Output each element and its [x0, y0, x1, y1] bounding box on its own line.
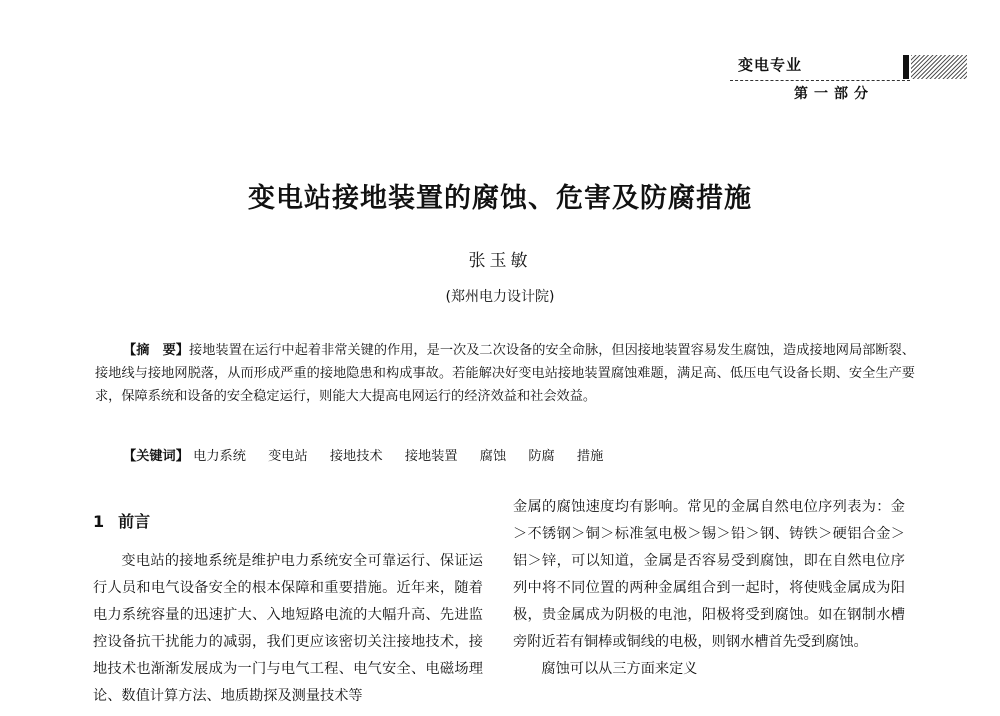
header-rule: [730, 80, 910, 81]
keyword: 腐蚀: [479, 449, 507, 464]
header-texture: [911, 55, 967, 79]
abstract-label: 【摘 要】: [123, 343, 190, 358]
article-affiliation: (郑州电力设计院): [445, 289, 555, 305]
abstract: [95, 339, 915, 408]
header-bar: [903, 55, 909, 79]
keyword: 接地装置: [404, 449, 458, 464]
keywords-label: 【关键词】: [123, 449, 189, 464]
body-paragraph: 金属的腐蚀速度均有影响。常见的金属自然电位序列表为：金＞不锈钢＞铜＞标准氢电极＞锡＞铅＞钢、铸铁＞硬铝合金＞铝＞锌，可以知道，金属是否容易受到腐蚀，即在自然电位序列中将不同位置的两种金属组合到一起时，将使贱金属成为阳极，贵金属成为阴极的电池，阳极将受到腐蚀。如在钢制水槽旁附近若有铜棒或铜线的电极，则钢水槽首先受到腐蚀。: [513, 499, 905, 650]
body-paragraph-cut: 腐蚀可以从三方面来定义: [541, 661, 698, 677]
section-title: 前言: [118, 512, 151, 531]
keyword: 措施: [576, 449, 604, 464]
section-paragraph: 变电站的接地系统是维护电力系统安全可靠运行、保证运行人员和电气设备安全的根本保障和重要措施。近年来，随着电力系统容量的迅速扩大、入地短路电流的大幅升高、先进监控设备抗干扰能力的减弱，我们更应该密切关注接地技术，接地技术也渐渐发展成为一门与电气工程、电气安全、电磁场理论、数值计算方法、地质勘探及测量技术等: [93, 553, 483, 704]
article-title: 变电站接地装置的腐蚀、危害及防腐措施: [248, 183, 752, 214]
keyword: 防腐: [528, 449, 555, 464]
right-column: [513, 494, 905, 683]
section-number: 1: [93, 512, 105, 531]
article-author: 张玉敏: [468, 251, 532, 271]
keyword: 电力系统: [193, 449, 246, 464]
section-heading: [93, 509, 483, 532]
journal-category: 变电专业: [738, 56, 803, 74]
left-column: [93, 505, 483, 710]
journal-section: 第一部分: [794, 86, 874, 102]
abstract-text: 接地装置在运行中起着非常关键的作用，是一次及二次设备的安全命脉，但因接地装置容易发生腐蚀，造成接地网局部断裂、接地线与接地网脱落，从而形成严重的接地隐患和构成事故。若能解决好变电站接地装置腐蚀难题，满足高、低压电气设备长期、安全生产要求，保障系统和设备的安全稳定运行，则能大大提高电网运行的经济效益和社会效益。: [95, 343, 915, 404]
keywords: [123, 445, 621, 468]
keyword: 接地技术: [329, 449, 383, 464]
keyword: 变电站: [268, 449, 308, 464]
